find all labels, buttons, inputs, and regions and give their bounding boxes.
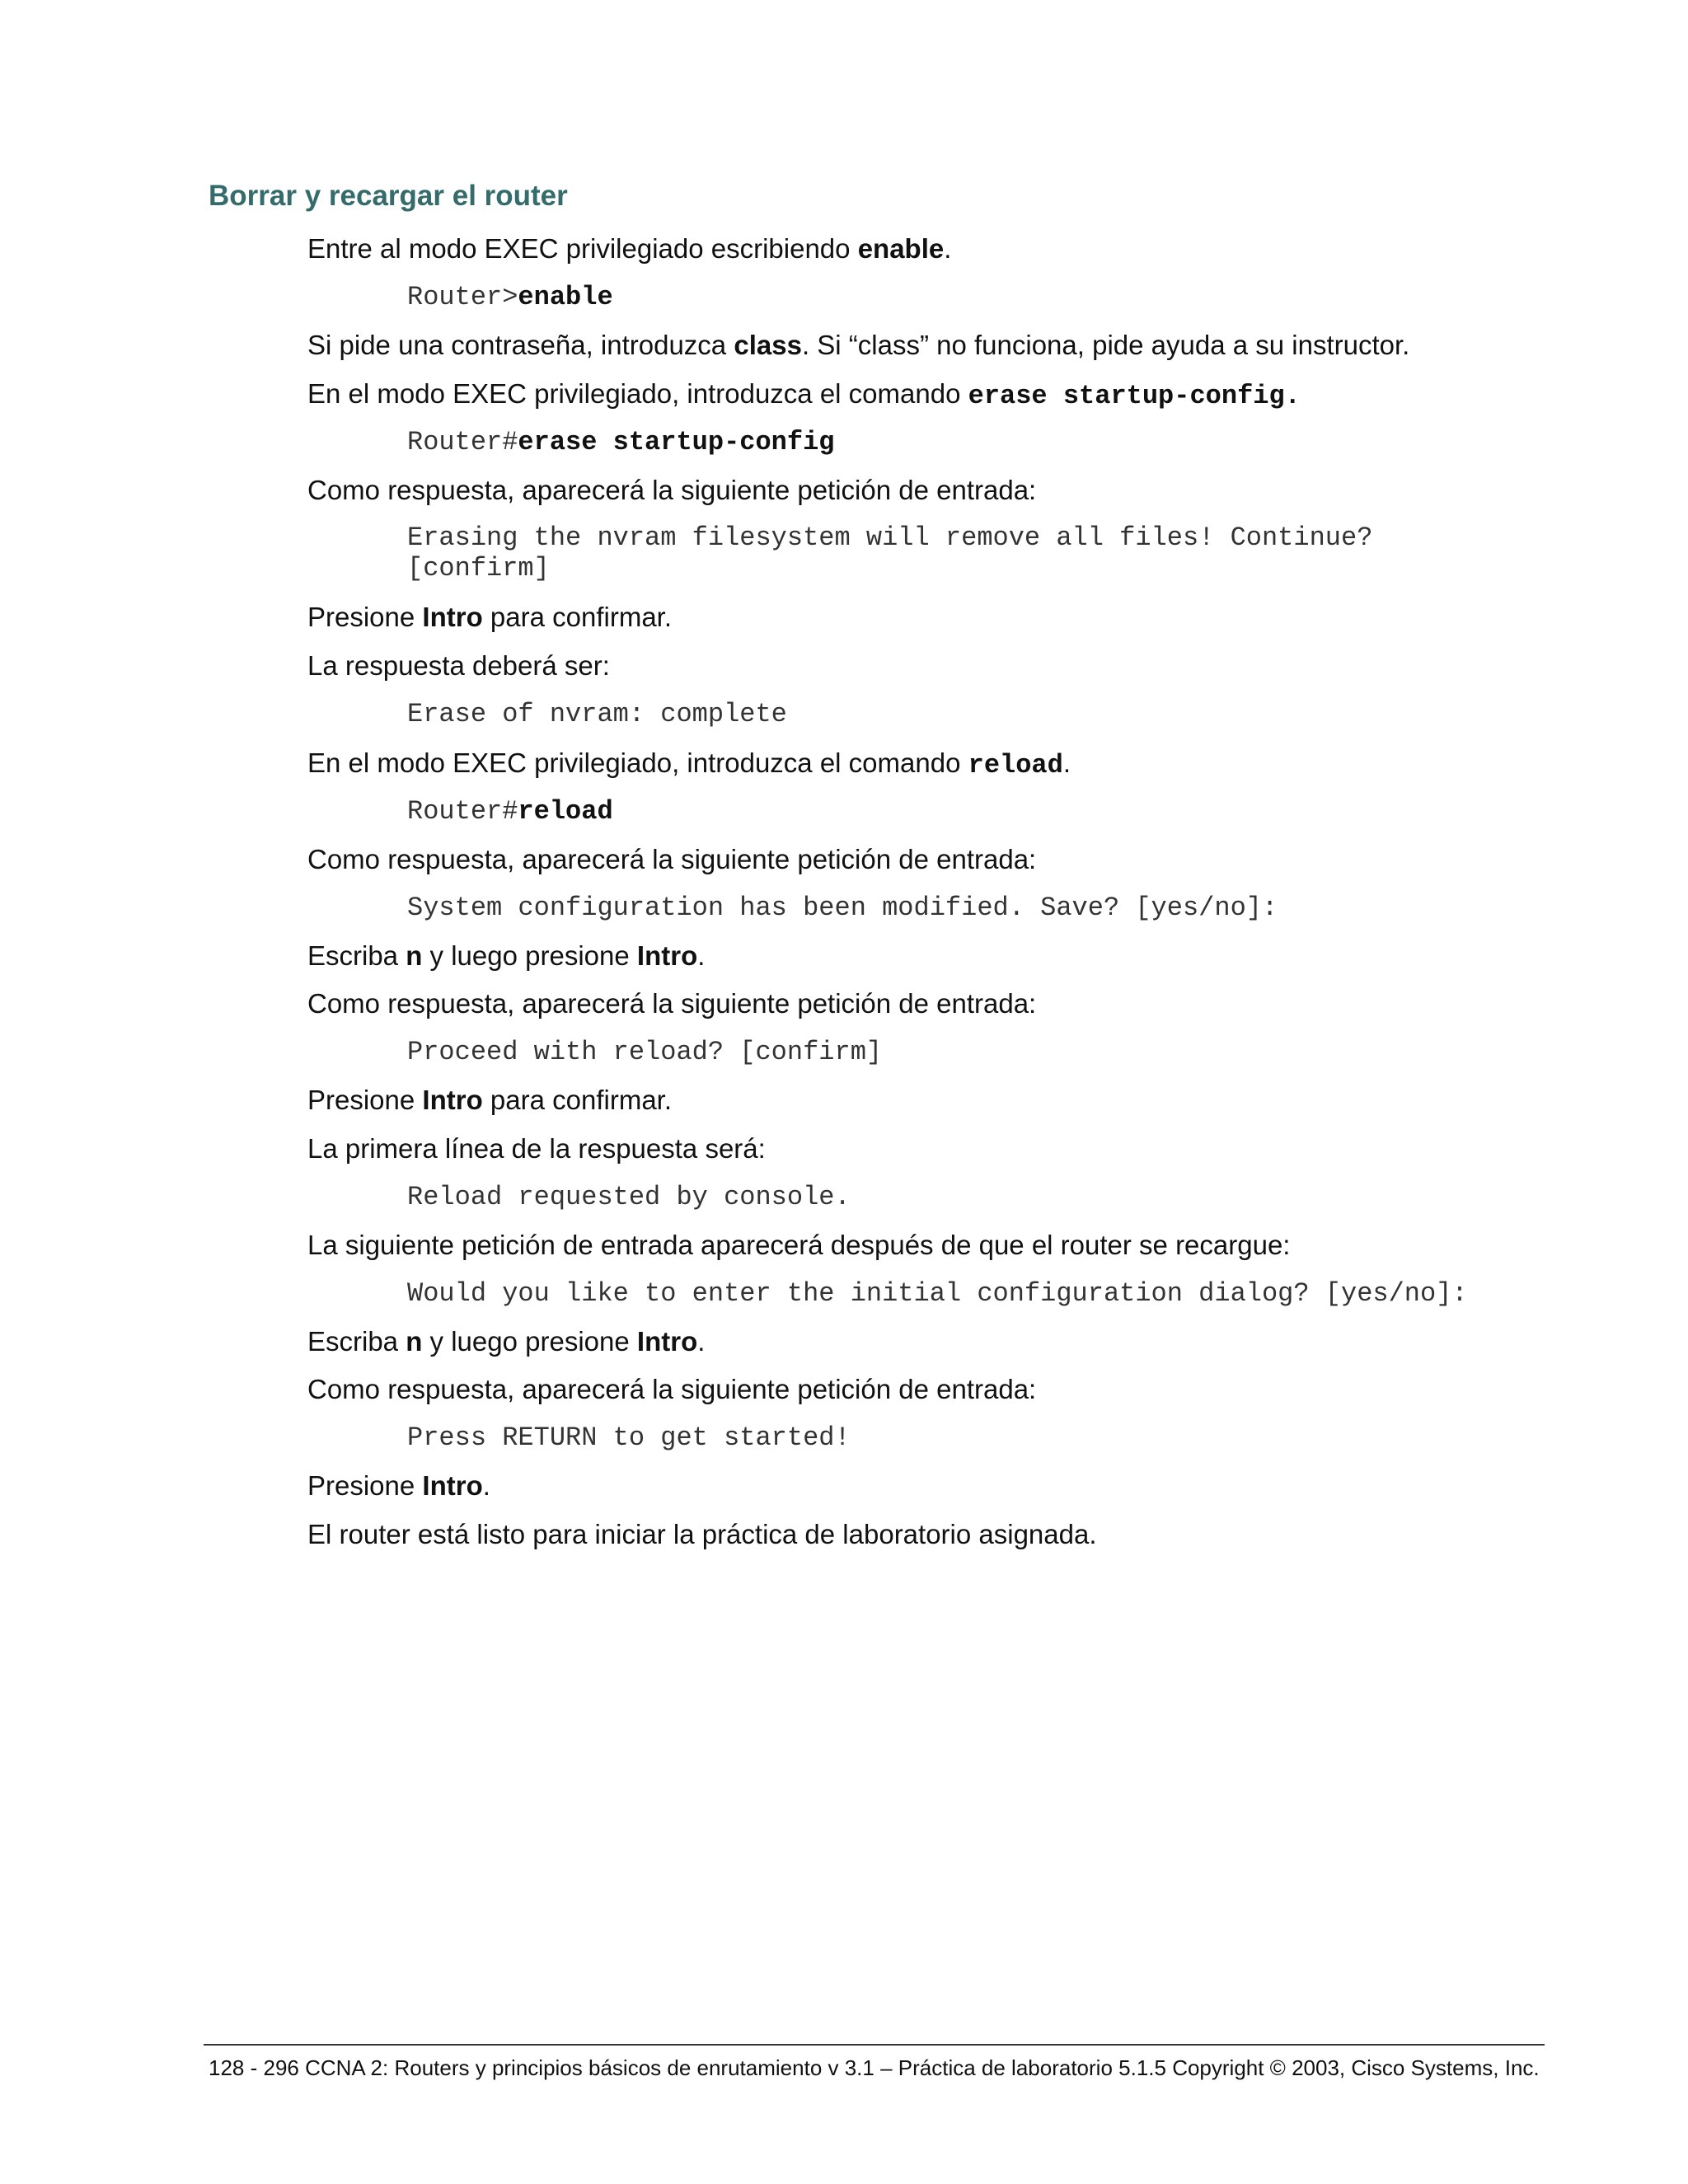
- keyword: Intro: [422, 1470, 483, 1501]
- keyword: Intro: [422, 602, 483, 632]
- text: Si pide una contraseña, introduzca: [307, 330, 734, 360]
- output-press-return: [407, 1422, 851, 1453]
- cli-prompt: Router#: [407, 427, 518, 457]
- cli-output: Erasing the nvram filesystem will remove all files! Continue?: [407, 523, 1373, 553]
- keyword: n: [406, 1326, 423, 1357]
- cli-command: reload: [518, 796, 613, 827]
- text: .: [944, 233, 952, 264]
- output-save-prompt: [407, 893, 1278, 923]
- instruction-password: [307, 329, 1409, 362]
- keyword: enable: [857, 233, 945, 264]
- text: .: [697, 1326, 706, 1357]
- instruction-enter-exec: [307, 232, 951, 265]
- keyword: Intro: [636, 1326, 698, 1357]
- output-erase-complete: [407, 699, 787, 729]
- section-heading: Borrar y recargar el router: [209, 180, 568, 212]
- text: y luego presione: [422, 1326, 637, 1357]
- keyword: Intro: [422, 1085, 483, 1115]
- cli-prompt: Router>: [407, 282, 518, 312]
- text: para confirmar.: [482, 602, 673, 632]
- keyword: class: [734, 330, 802, 360]
- command-reload: [407, 796, 613, 827]
- text: Como respuesta, aparecerá la siguiente petición de entrada:: [307, 988, 1037, 1019]
- cli-prompt: Router#: [407, 796, 518, 827]
- inline-command: reload: [968, 750, 1063, 780]
- text: Como respuesta, aparecerá la siguiente petición de entrada:: [307, 844, 1037, 874]
- instruction-router-ready: [307, 1518, 1097, 1551]
- cli-output: Proceed with reload? [confirm]: [407, 1037, 883, 1067]
- text: El router está listo para iniciar la práctica de laboratorio asignada.: [307, 1519, 1097, 1549]
- cli-output: Reload requested by console.: [407, 1182, 851, 1212]
- page-footer: 128 - 296 CCNA 2: Routers y principios básicos de enrutamiento v 3.1 – Práctica de laboratorio 5.1.5 Copyright © 2003, Cisco Systems, Inc.: [209, 2055, 1540, 2080]
- text: Escriba: [307, 940, 406, 971]
- command-erase-startup-config: [407, 427, 834, 457]
- text: La primera línea de la respuesta será:: [307, 1133, 766, 1164]
- output-initial-config-dialog: [407, 1278, 1468, 1309]
- instruction-response: [307, 1373, 1036, 1406]
- instruction-erase: [307, 377, 1301, 413]
- keyword: Intro: [636, 940, 698, 971]
- cli-command: erase startup-config: [518, 427, 835, 457]
- command-enable: [407, 282, 613, 312]
- instruction-response: [307, 843, 1036, 876]
- instruction-response: [307, 987, 1036, 1020]
- cli-output: Would you like to enter the initial configuration dialog? [yes/no]:: [407, 1278, 1468, 1309]
- text: Como respuesta, aparecerá la siguiente petición de entrada:: [307, 475, 1037, 505]
- instruction-after-reload: [307, 1229, 1290, 1262]
- output-proceed-reload: [407, 1037, 882, 1067]
- cli-command: enable: [518, 282, 613, 312]
- cli-output: Erase of nvram: complete: [407, 699, 787, 729]
- instruction-press-intro: [307, 601, 672, 634]
- text: En el modo EXEC privilegiado, introduzca el comando: [307, 378, 968, 409]
- output-reload-requested: [407, 1182, 851, 1212]
- instruction-press-intro: [307, 1469, 490, 1502]
- text: para confirmar.: [482, 1085, 673, 1115]
- text: .: [1284, 381, 1301, 411]
- instruction-type-n: [307, 1325, 705, 1358]
- text: Escriba: [307, 1326, 406, 1357]
- instruction-reload: [307, 747, 1071, 782]
- instruction-press-intro: [307, 1084, 672, 1117]
- text: En el modo EXEC privilegiado, introduzca el comando: [307, 748, 968, 778]
- instruction-response-should-be: [307, 649, 610, 682]
- output-erasing-nvram-line1: [407, 523, 1372, 553]
- inline-command: erase startup-config: [968, 381, 1285, 411]
- text: La siguiente petición de entrada aparecerá después de que el router se recargue:: [307, 1230, 1291, 1260]
- cli-output: Press RETURN to get started!: [407, 1422, 851, 1453]
- footer-divider: [204, 2044, 1545, 2046]
- text: .: [1062, 748, 1071, 778]
- text: La respuesta deberá ser:: [307, 650, 610, 681]
- text: Como respuesta, aparecerá la siguiente petición de entrada:: [307, 1374, 1037, 1404]
- output-erasing-nvram-line2: [407, 553, 550, 583]
- text: Entre al modo EXEC privilegiado escribiendo: [307, 233, 858, 264]
- instruction-response: [307, 474, 1036, 507]
- text: y luego presione: [422, 940, 637, 971]
- text: . Si “class” no funciona, pide ayuda a su instructor.: [801, 330, 1410, 360]
- text: Presione: [307, 1085, 423, 1115]
- cli-output: System configuration has been modified. Save? [yes/no]:: [407, 893, 1278, 923]
- instruction-first-line: [307, 1132, 766, 1165]
- instruction-type-n: [307, 940, 705, 972]
- text: .: [697, 940, 706, 971]
- text: Presione: [307, 602, 423, 632]
- cli-output: [confirm]: [407, 553, 550, 583]
- keyword: n: [406, 940, 423, 971]
- text: .: [482, 1470, 490, 1501]
- text: Presione: [307, 1470, 423, 1501]
